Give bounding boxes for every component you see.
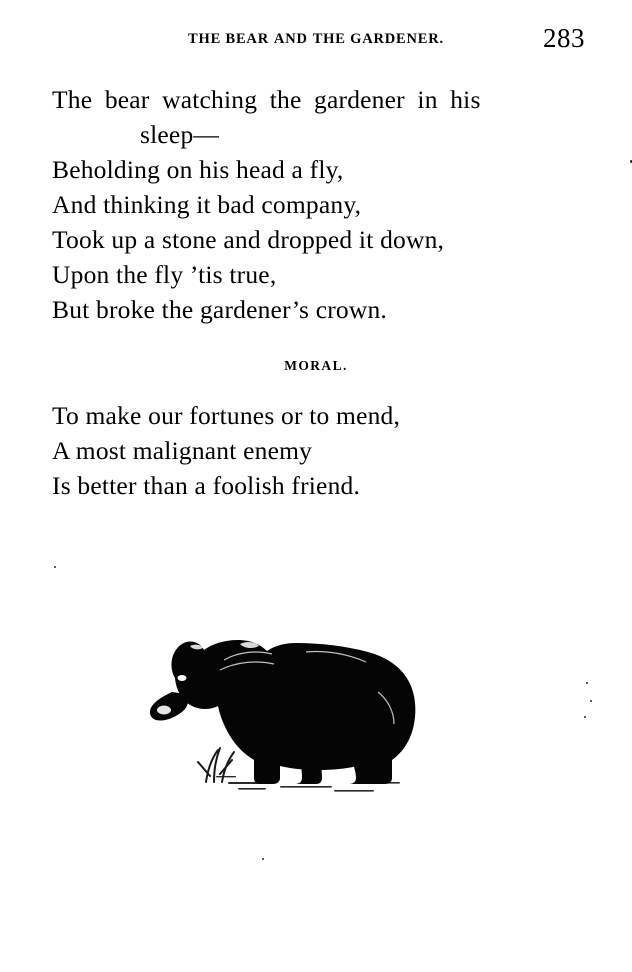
moral-stanza (52, 398, 592, 503)
page-header (0, 23, 632, 62)
bear-icon (120, 600, 520, 850)
page-speck (584, 716, 586, 718)
poem-line: But broke the gardener’s crown. (52, 295, 387, 324)
page-speck (586, 682, 588, 684)
bear-illustration (120, 600, 520, 850)
running-head-part-2: THE GARDENER. (312, 31, 444, 47)
moral-heading: MORAL. (284, 358, 348, 373)
moral-line: Is better than a foolish friend. (52, 471, 361, 500)
poem-stanza (52, 82, 592, 327)
page-speck (54, 566, 56, 568)
running-head-part-1: THE BEAR (188, 31, 269, 47)
moral-line: To make our fortunes or to mend, (52, 401, 401, 430)
page-speck (262, 858, 264, 860)
poem-line: Took up a stone and dropped it down, (52, 225, 445, 254)
poem-line: Beholding on his head a fly, (52, 155, 344, 184)
page-number: 283 (543, 23, 585, 53)
poem-line: sleep— (140, 120, 220, 149)
running-head (0, 28, 632, 48)
moral-line: A most malignant enemy (52, 436, 313, 465)
poem-line: The bear watching the gardener in his (52, 85, 481, 114)
page-speck (590, 700, 592, 702)
running-head-conjunction: AND (273, 31, 308, 47)
poem-line: And thinking it bad company, (52, 190, 362, 219)
poem-line: Upon the fly ’tis true, (52, 260, 277, 289)
